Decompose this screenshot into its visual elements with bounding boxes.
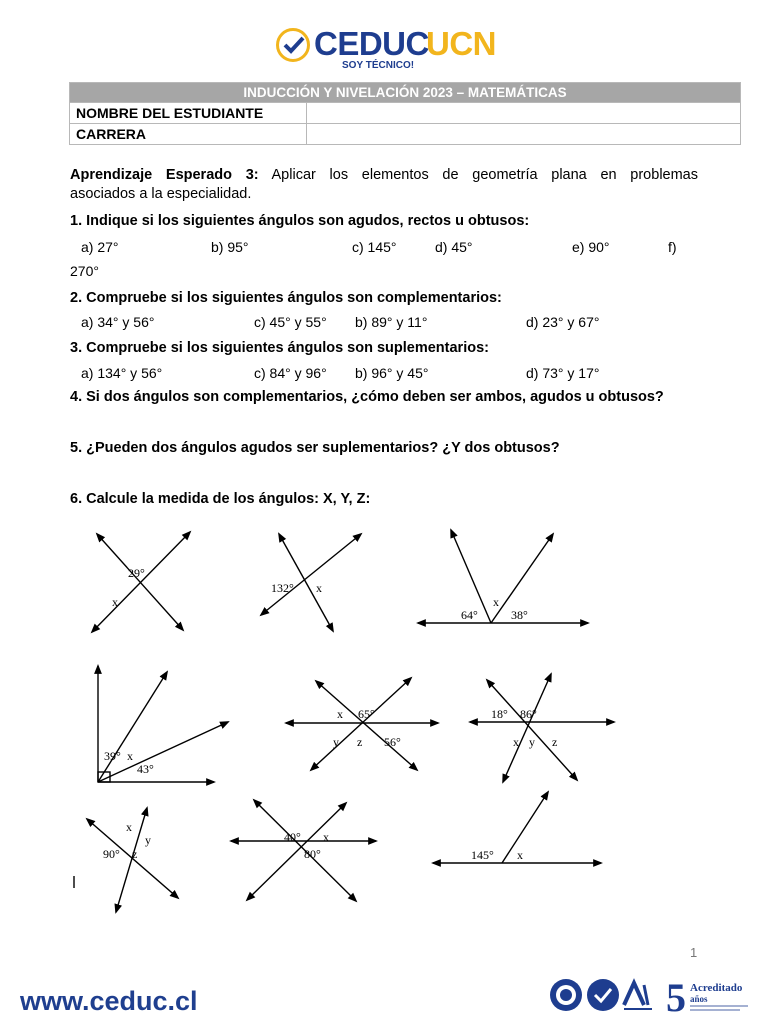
- q3-option-d: d) 73° y 17°: [526, 365, 600, 381]
- q2-option-c: c) 45° y 55°: [254, 314, 327, 330]
- figure-2: [261, 534, 361, 631]
- f2-label-x: x: [316, 581, 322, 595]
- f7-label-y: y: [145, 833, 151, 847]
- website-link[interactable]: www.ceduc.cl: [20, 986, 198, 1016]
- learning-objective-label: Aprendizaje Esperado 3:: [70, 167, 259, 183]
- question-3: 3. Compruebe si los siguientes ángulos son suplementarios:: [70, 340, 489, 356]
- f3-label-x: x: [493, 595, 499, 609]
- f6-label-x: x: [513, 735, 519, 749]
- f4-label-43: 43°: [137, 762, 154, 776]
- f6-label-18: 18°: [491, 707, 508, 721]
- figure-8: [231, 800, 376, 901]
- figure-4: [98, 666, 228, 782]
- question-2: 2. Compruebe si los siguientes ángulos son complementarios:: [70, 290, 502, 306]
- learning-objective-text: Aplicar los elementos de geometría plana en problemas: [271, 167, 698, 183]
- f3-label-64: 64°: [461, 608, 478, 622]
- accredited-label: Acreditado: [690, 982, 743, 994]
- q1-option-f-value: 270°: [70, 263, 99, 279]
- figure-9: [433, 792, 601, 863]
- student-name-field[interactable]: [307, 103, 741, 124]
- q3-option-a: a) 134° y 56°: [81, 365, 163, 381]
- q1-option-c: c) 145°: [352, 239, 397, 255]
- q1-option-a: a) 27°: [81, 239, 119, 255]
- f7-label-x: x: [126, 820, 132, 834]
- f7-label-90: 90°: [103, 847, 120, 861]
- f5-label-65: 65°: [358, 707, 375, 721]
- f8-label-80: 80°: [304, 847, 321, 861]
- q1-option-d: d) 45°: [435, 239, 473, 255]
- check-icon: [276, 28, 310, 62]
- f9-label-x: x: [517, 848, 523, 862]
- ceduc-seal-icon: [587, 979, 619, 1011]
- f7-label-z: z: [132, 847, 138, 861]
- learning-objective-line2: asociados a la especialidad.: [70, 186, 252, 202]
- f5-label-56: 56°: [384, 735, 401, 749]
- figure-5: [286, 678, 438, 770]
- question-1: 1. Indique si los siguientes ángulos son agudos, rectos u obtusos:: [70, 213, 530, 229]
- f6-label-86: 86°: [520, 707, 537, 721]
- f1-label-x: x: [112, 595, 118, 609]
- q1-option-b: b) 95°: [211, 239, 249, 255]
- f5-label-y: y: [333, 735, 339, 749]
- q3-option-b: b) 96° y 45°: [355, 365, 429, 381]
- q3-option-c: c) 84° y 96°: [254, 365, 327, 381]
- f9-label-145: 145°: [471, 848, 494, 862]
- learning-objective-line1: [70, 166, 698, 185]
- f6-label-z: z: [552, 735, 558, 749]
- cna-logo-icon: [624, 983, 652, 1010]
- q1-option-f: f): [668, 239, 677, 255]
- q1-option-e: e) 90°: [572, 239, 610, 255]
- accreditation-logos: [548, 975, 758, 1017]
- career-label: CARRERA: [70, 124, 307, 145]
- page-number: 1: [690, 945, 698, 960]
- f5-label-x: x: [337, 707, 343, 721]
- q2-option-d: d) 23° y 67°: [526, 314, 600, 330]
- f6-label-y: y: [529, 735, 535, 749]
- accredited-years-label: años: [690, 994, 708, 1004]
- f4-label-x: x: [127, 749, 133, 763]
- f3-label-38: 38°: [511, 608, 528, 622]
- logo-ucn-text: UCN: [426, 25, 496, 62]
- logo-tagline: SOY TÉCNICO!: [342, 60, 415, 71]
- f8-label-x: x: [323, 830, 329, 844]
- ceduc-ucn-logo: [276, 25, 496, 76]
- f2-label-132: 132°: [271, 581, 294, 595]
- q2-option-a: a) 34° y 56°: [81, 314, 155, 330]
- career-field[interactable]: [307, 124, 741, 145]
- university-seal-icon: [550, 979, 582, 1011]
- question-6: 6. Calcule la medida de los ángulos: X, Y, Z:: [70, 491, 371, 507]
- figure-3: [418, 530, 588, 623]
- figure-1: [92, 532, 190, 632]
- f1-label-29: 29°: [128, 566, 145, 580]
- student-name-label: NOMBRE DEL ESTUDIANTE: [70, 103, 307, 124]
- accredited-years-number: 5: [666, 975, 686, 1017]
- q2-option-b: b) 89° y 11°: [355, 314, 428, 330]
- figure-7: [74, 808, 178, 912]
- figure-6: [470, 674, 614, 782]
- question-4: 4. Si dos ángulos son complementarios, ¿cómo deben ser ambos, agudos u obtusos?: [70, 389, 664, 405]
- f8-label-40: 40°: [284, 830, 301, 844]
- logo-ceduc-text: CEDUC: [314, 25, 429, 62]
- f5-label-z: z: [357, 735, 363, 749]
- document-title: INDUCCIÓN Y NIVELACIÓN 2023 – MATEMÁTICAS: [70, 83, 741, 103]
- geometry-figures: [0, 520, 768, 920]
- question-5: 5. ¿Pueden dos ángulos agudos ser suplementarios? ¿Y dos obtusos?: [70, 440, 560, 456]
- student-info-table: [69, 82, 741, 145]
- f4-label-39: 39°: [104, 749, 121, 763]
